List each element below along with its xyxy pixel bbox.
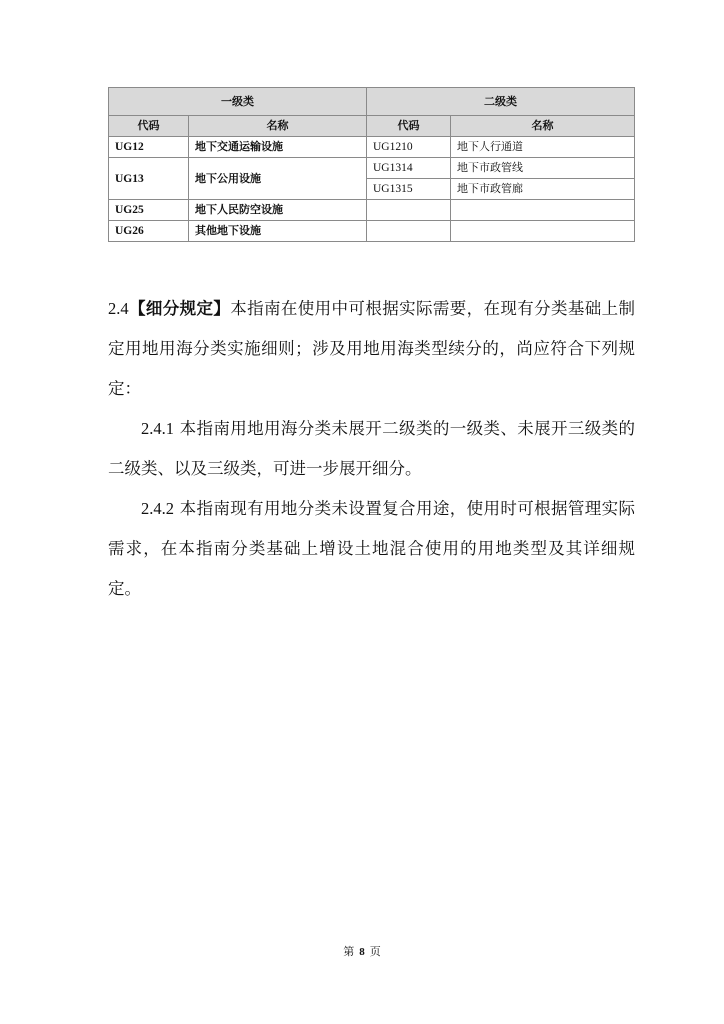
section-2-4-title: 【细分规定】 [128, 299, 231, 318]
level2-code: UG1315 [367, 179, 451, 200]
level2-name: 地下市政管廊 [451, 179, 635, 200]
section-2-4-2-text: 本指南现有用地分类未设置复合用途，使用时可根据管理实际需求，在本指南分类基础上增设土地混合使用的用地类型及其详细规定。 [108, 499, 635, 598]
header-code-1: 代码 [109, 116, 189, 137]
header-level2: 二级类 [367, 88, 635, 116]
level2-name [451, 221, 635, 242]
level1-code: UG26 [109, 221, 189, 242]
section-2-4-2-paragraph [108, 489, 635, 609]
level1-code: UG12 [109, 137, 189, 158]
section-2-4-paragraph [108, 289, 635, 409]
section-2-4-2-number: 2.4.2 [141, 499, 174, 518]
table-row [109, 137, 635, 158]
level2-code [367, 221, 451, 242]
level1-name: 其他地下设施 [189, 221, 367, 242]
section-2-4-number: 2.4 [108, 299, 129, 318]
level1-code: UG25 [109, 200, 189, 221]
page-footer [0, 943, 724, 959]
level2-code [367, 200, 451, 221]
section-2-4-1-paragraph [108, 409, 635, 489]
level2-name [451, 200, 635, 221]
classification-table [108, 87, 635, 242]
level2-name: 地下人行通道 [451, 137, 635, 158]
section-2-4-1-number: 2.4.1 [141, 419, 174, 438]
level2-code: UG1210 [367, 137, 451, 158]
section-2-4-1-text: 本指南用地用海分类未展开二级类的一级类、未展开三级类的二级类、以及三级类，可进一步展开细分。 [108, 419, 635, 478]
table-row [109, 200, 635, 221]
header-level1: 一级类 [109, 88, 367, 116]
footer-prefix: 第 [343, 945, 355, 958]
level1-name: 地下交通运输设施 [189, 137, 367, 158]
header-code-2: 代码 [367, 116, 451, 137]
table-row [109, 158, 635, 179]
level2-code: UG1314 [367, 158, 451, 179]
footer-suffix: 页 [369, 945, 381, 958]
level1-name: 地下人民防空设施 [189, 200, 367, 221]
level1-name: 地下公用设施 [189, 158, 367, 200]
table-row [109, 221, 635, 242]
level2-name: 地下市政管线 [451, 158, 635, 179]
level1-code: UG13 [109, 158, 189, 200]
table-header-row [109, 88, 635, 116]
page-number: 8 [359, 946, 365, 958]
header-name-2: 名称 [451, 116, 635, 137]
table-subheader-row [109, 116, 635, 137]
header-name-1: 名称 [189, 116, 367, 137]
section-2-4-text: 本指南在使用中可根据实际需要，在现有分类基础上制定用地用海分类实施细则；涉及用地用海类型续分的，尚应符合下列规定： [108, 299, 636, 398]
